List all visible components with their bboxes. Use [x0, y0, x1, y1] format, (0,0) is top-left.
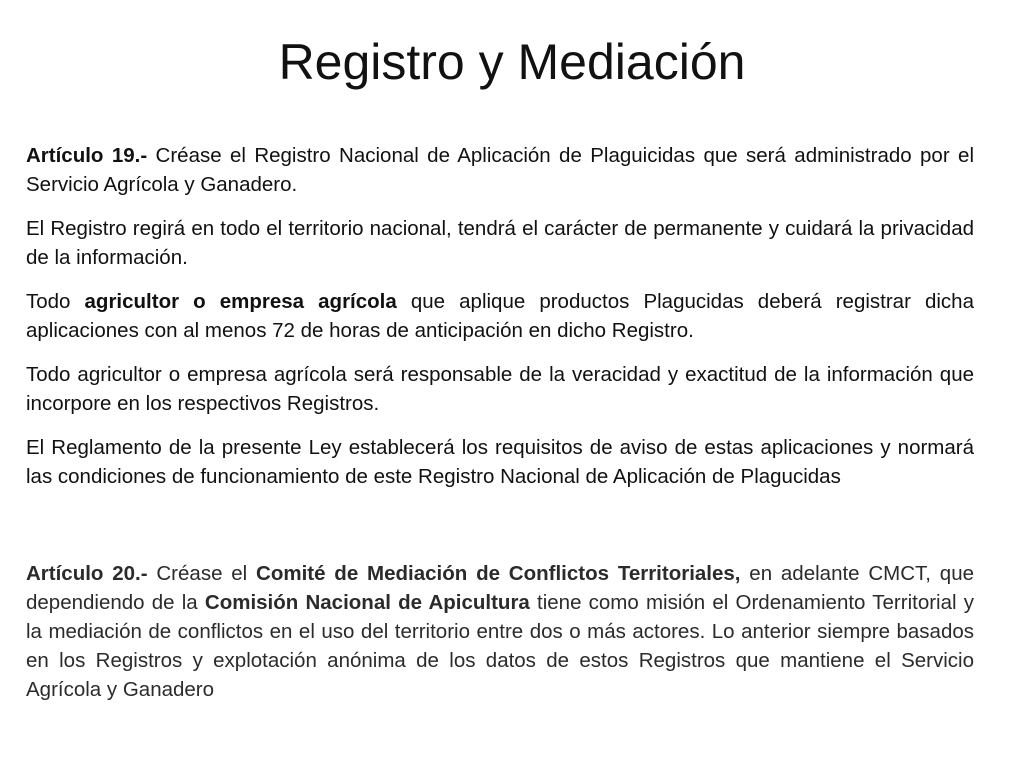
slide-body — [26, 141, 974, 704]
article-19-p1-text: Créase el Registro Nacional de Aplicación de Plaguicidas que será administrado por el Servicio Agrícola y Ganadero. — [26, 144, 974, 196]
article-20-heading: Artículo 20.- — [26, 562, 148, 585]
article-20-commission: Comisión Nacional de Apicultura — [204, 591, 530, 614]
article-19-heading: Artículo 19.- — [26, 144, 148, 167]
article-19-paragraph-3 — [26, 287, 974, 345]
article-20-text-3: tiene como misión el Ordenamiento Territorial y la mediación de conflictos en el uso del territorio entre dos o más actores. Lo anterior siempre basados en los Registros y explotación anónima de los datos de estos Registros que mantiene el Servicio Agrícola y Ganadero — [26, 591, 974, 701]
article-20-text-2: en adelante CMCT, que dependiendo de la — [26, 562, 974, 614]
article-19-p3-after: que aplique productos Plagucidas deberá registrar dicha aplicaciones con al menos 72 de horas de anticipación en dicho Registro. — [26, 290, 974, 342]
article-19-paragraph-1 — [26, 141, 974, 199]
article-19-p3-bold: agricultor o empresa agrícola — [84, 290, 397, 313]
article-19-paragraph-5 — [26, 433, 974, 491]
article-19-p3-before: Todo — [26, 290, 85, 313]
article-19-p5-text: El Reglamento de la presente Ley establecerá los requisitos de aviso de estas aplicaciones y normará las condiciones de funcionamiento de este Registro Nacional de Aplicación de Plagucidas — [26, 436, 974, 488]
article-19-p2-text: El Registro regirá en todo el territorio nacional, tendrá el carácter de permanente y cuidará la privacidad de la información. — [26, 217, 974, 269]
slide-title: Registro y Mediación — [278, 34, 746, 90]
article-19-p4-text: Todo agricultor o empresa agrícola será responsable de la veracidad y exactitud de la información que incorpore en los respectivos Registros. — [26, 363, 974, 415]
article-20-committee: Comité de Mediación de Conflictos Territoriales, — [256, 562, 741, 585]
article-20-paragraph — [26, 559, 974, 704]
article-19-paragraph-2 — [26, 214, 974, 272]
article-20-text-1: Créase el — [147, 562, 257, 585]
article-19-paragraph-4 — [26, 360, 974, 418]
